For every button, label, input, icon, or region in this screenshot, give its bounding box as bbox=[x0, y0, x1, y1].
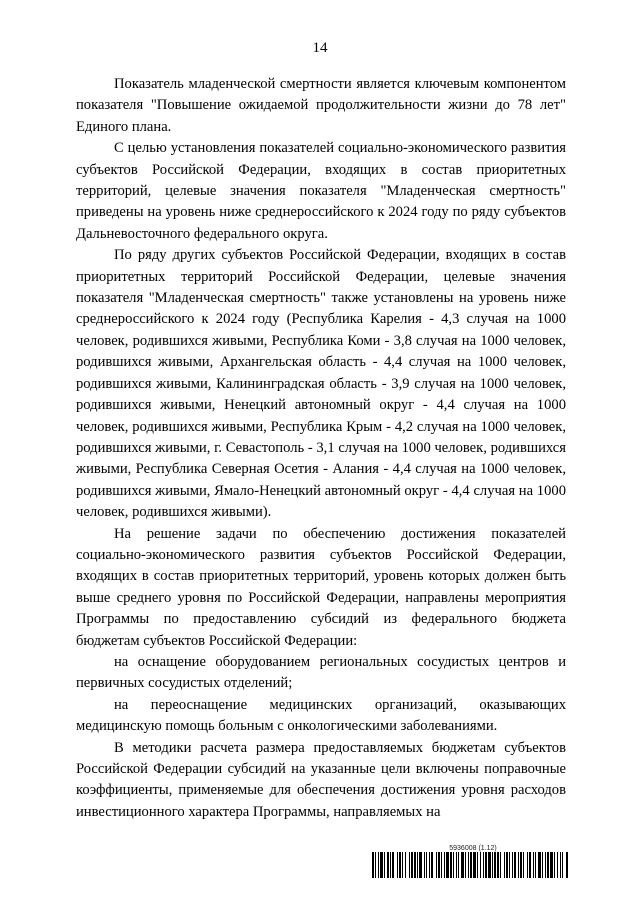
barcode-bar bbox=[477, 852, 478, 878]
barcode-bar bbox=[417, 852, 418, 878]
barcode-bar bbox=[535, 852, 536, 878]
barcode-bar bbox=[488, 852, 491, 878]
barcode-bar bbox=[566, 852, 568, 878]
barcode-bar bbox=[453, 852, 454, 878]
paragraph: По ряду других субъектов Российской Федерации, входящих в состав приоритетных территорий Российской Федерации, целевые значения показателя "Младенческая смертность" также установлены на уровень ниже среднероссийского к 2024 году (Республика Карелия - 4,3 случая на 1000 человек, родившихся живыми, Республика Коми - 3,8 случая на 1000 человек, родившихся живыми, Архангельская область - 4,4 случая на 1000 человек, родившихся живыми, Калининградская область - 3,9 случая на 1000 человек, родившихся живыми, Ненецкий автономный округ - 4,4 случая на 1000 человек, родившихся живыми, Республика Крым - 4,2 случая на 1000 человек, родившихся живыми, г. Севастополь - 3,1 случая на 1000 человек, родившихся живыми, Республика Северная Осетия - Алания - 4,4 случая на 1000 человек, родившихся живыми, Ямало-Ненецкий автономный округ - 4,4 случая на 1000 человек, родившихся живыми). bbox=[76, 247, 566, 521]
barcode-bar bbox=[512, 852, 513, 878]
barcode-bar bbox=[378, 852, 379, 878]
barcode-bar bbox=[506, 852, 508, 878]
barcode-bar bbox=[424, 852, 425, 878]
document-code: 5936008 (1.12) bbox=[449, 845, 497, 852]
barcode-bar bbox=[399, 852, 401, 878]
barcode-bar bbox=[523, 852, 524, 878]
barcode-bar bbox=[419, 852, 422, 878]
barcode-bar bbox=[441, 852, 442, 878]
barcode-bar bbox=[414, 852, 416, 878]
barcode-bar bbox=[438, 852, 440, 878]
barcode-bar bbox=[450, 852, 452, 878]
barcode-bar bbox=[426, 852, 427, 878]
barcode-bar bbox=[480, 852, 481, 878]
barcode-bar bbox=[402, 852, 403, 878]
paragraph: на переоснащение медицинских организаций, оказывающих медицинскую помощь больным с онкологическими заболеваниями. bbox=[76, 696, 566, 735]
barcode-bar bbox=[504, 852, 505, 878]
barcode-bar bbox=[468, 852, 469, 878]
barcode-bar bbox=[384, 852, 385, 878]
barcode-bar bbox=[387, 852, 389, 878]
barcode-bar bbox=[461, 852, 464, 878]
body-text bbox=[76, 74, 566, 823]
barcode-bar bbox=[436, 852, 437, 878]
barcode-bar bbox=[458, 852, 459, 878]
barcode-bar bbox=[518, 852, 519, 878]
barcode-bar bbox=[550, 852, 553, 878]
barcode-bar bbox=[470, 852, 472, 878]
barcode-bar bbox=[483, 852, 484, 878]
barcode-bar bbox=[497, 852, 499, 878]
barcode-bar bbox=[392, 852, 394, 878]
barcode-bar bbox=[444, 852, 445, 878]
barcode-bar bbox=[560, 852, 561, 878]
barcode-bar bbox=[500, 852, 501, 878]
barcode-bar bbox=[380, 852, 383, 878]
barcode-bar bbox=[473, 852, 476, 878]
barcode-bar bbox=[485, 852, 487, 878]
paragraph: В методики расчета размера предоставляемых бюджетам субъектов Российской Федерации субсидий на указанные цели включены поправочные коэффициенты, применяемые для обеспечения достижения уровня расходов инвестиционного характера Программы, направляемых на bbox=[76, 739, 566, 820]
barcode-bar bbox=[557, 852, 558, 878]
paragraph: на оснащение оборудованием региональных сосудистых центров и первичных сосудистых отделений; bbox=[76, 653, 566, 692]
barcode-bar bbox=[542, 852, 543, 878]
barcode-bar bbox=[446, 852, 449, 878]
paragraph: С целью установления показателей социально-экономического развития субъектов Российской Федерации, входящих в состав приоритетных территорий, целевые значения показателя "Младенческая смертность" приведены на уровень ниже среднероссийского к 2024 году по ряду субъектов Дальневосточного федерального округа. bbox=[76, 140, 566, 242]
barcode-bar bbox=[545, 852, 546, 878]
barcode-bar bbox=[554, 852, 555, 878]
barcode-bar bbox=[372, 852, 374, 878]
barcode-bar bbox=[429, 852, 430, 878]
barcode-bar bbox=[431, 852, 433, 878]
barcode-bar bbox=[375, 852, 376, 878]
barcode-bar bbox=[411, 852, 413, 878]
barcode-bar bbox=[527, 852, 528, 878]
barcode-bar bbox=[520, 852, 522, 878]
barcode-bar bbox=[405, 852, 406, 878]
barcode-bar bbox=[514, 852, 516, 878]
barcode-bar bbox=[397, 852, 398, 878]
paragraph: Показатель младенческой смертности является ключевым компонентом показателя "Повышение ожидаемой продолжительности жизни до 78 лет" Единого плана. bbox=[76, 76, 566, 135]
barcode-bar bbox=[494, 852, 496, 878]
barcode-bar bbox=[547, 852, 549, 878]
page-number: 14 bbox=[312, 40, 328, 56]
barcode-bar bbox=[456, 852, 457, 878]
barcode-bar bbox=[562, 852, 563, 878]
barcode-bar bbox=[533, 852, 534, 878]
barcode-bar bbox=[538, 852, 541, 878]
barcode-bar bbox=[390, 852, 391, 878]
barcode-bar bbox=[529, 852, 531, 878]
barcode-bar bbox=[465, 852, 466, 878]
barcode-bar bbox=[509, 852, 510, 878]
barcode bbox=[372, 852, 568, 878]
barcode-bar bbox=[409, 852, 410, 878]
barcode-bar bbox=[492, 852, 493, 878]
paragraph: На решение задачи по обеспечению достижения показателей социально-экономического развития субъектов Российской Федерации, входящих в состав приоритетных территорий, уровень которых должен быть выше среднего уровня по Российской Федерации, направлены мероприятия Программы по предоставлению субсидий из федерального бюджета бюджетам субъектов Российской Федерации: bbox=[76, 525, 566, 649]
